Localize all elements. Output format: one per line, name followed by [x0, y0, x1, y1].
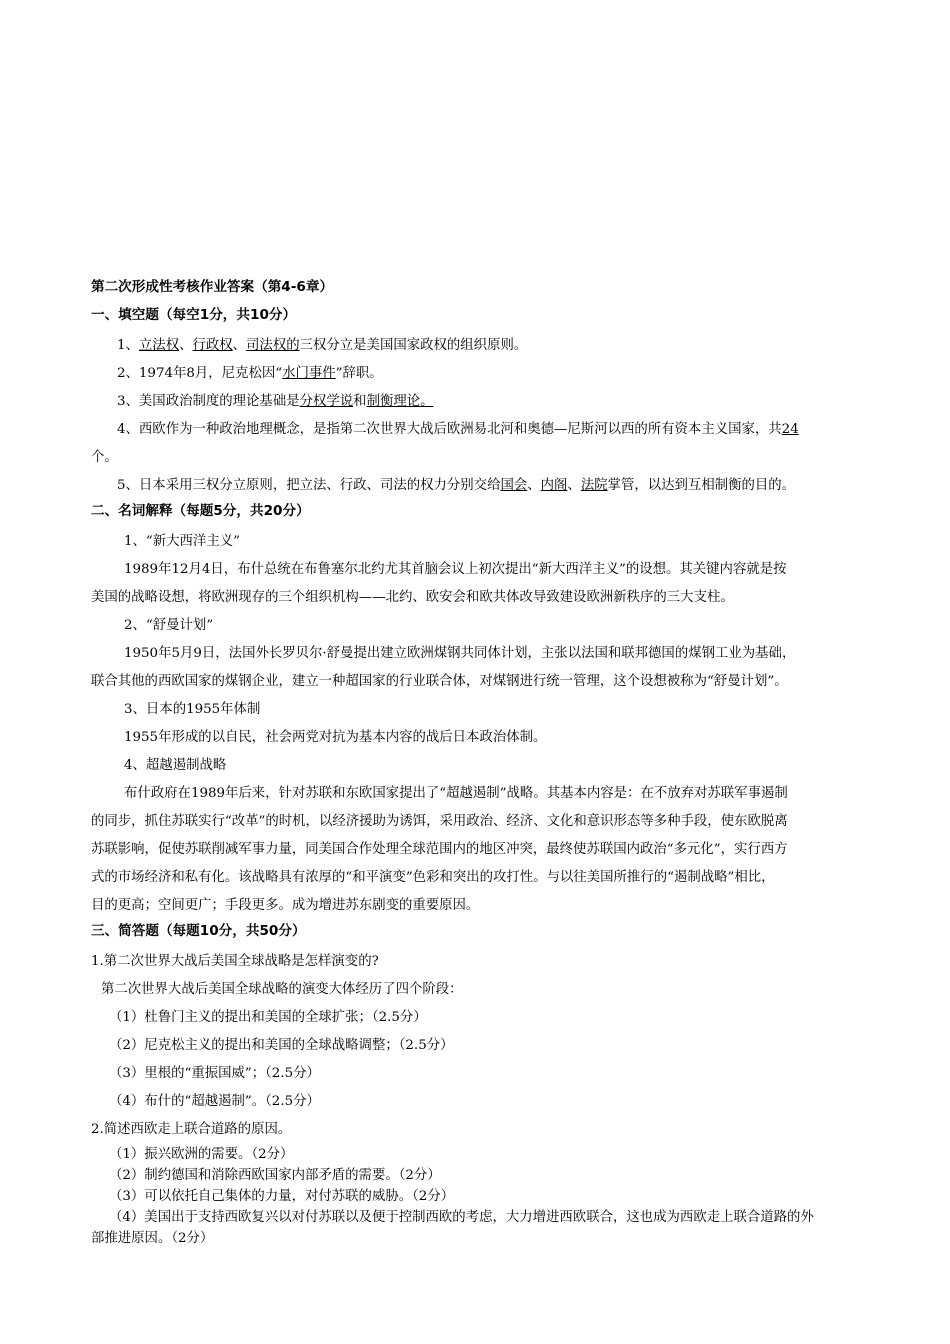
term-3-text: 1955年形成的以自民，社会两党对抗为基本内容的战后日本政治体制。 — [124, 730, 547, 745]
term-4-text: 式的市场经济和私有化。该战略具有浓厚的“和平演变”色彩和突出的攻打性。与以往美国所推行的“遏制战略”相比， — [91, 870, 775, 885]
answer-blank: 行政权 — [192, 338, 233, 353]
fill-blank-q4: 4、西欧作为一种政治地理概念，是指第二次世界大战后欧洲易北河和奥德—尼斯河以西的所有资本主义国家，共24 — [117, 422, 799, 437]
answer-blank: 24 — [781, 422, 799, 437]
fill-blank-q5: 5、日本采用三权分立原则，把立法、行政、司法的权力分别交给国会、内阁、法院掌管，以达到互相制衡的目的。 — [117, 478, 796, 493]
term-2-text: 1950年5月9日，法国外长罗贝尔·舒曼提出建立欧洲煤钢共同体计划，主张以法国和联邦德国的煤钢工业为基础， — [124, 646, 796, 661]
term-2-text: 联合其他的西欧国家的煤钢企业，建立一种超国家的行业联合体，对煤钢进行统一管理，这个设想被称为“舒曼计划”。 — [91, 674, 788, 689]
term-4-text: 布什政府在1989年后来，针对苏联和东欧国家提出了“超越遏制”战略。其基本内容是：在不放弃对苏联军事遏制 — [124, 786, 788, 801]
term-4-title: 4、超越遏制战略 — [124, 758, 227, 773]
list-item: （1）振兴欧洲的需要。（2分） — [109, 1147, 294, 1162]
list-item: （3）里根的“重振国威”；（2.5分） — [109, 1066, 320, 1081]
list-item: （1）杜鲁门主义的提出和美国的全球扩张；（2.5分） — [109, 1010, 427, 1025]
answer-blank: 立法权 — [138, 338, 180, 353]
term-4-text: 的同步，抓住苏联实行“改革”的时机，以经济援助为诱饵，采用政治、经济、文化和意识形态等多种手段，使东欧脱离 — [91, 814, 788, 829]
list-item: （4）布什的“超越遏制”。（2.5分） — [109, 1094, 320, 1109]
fill-blank-q3: 3、美国政治制度的理论基础是分权学说和制衡理论。 — [117, 394, 434, 409]
term-4-text: 苏联影响，促使苏联削减军事力量，同美国合作处理全球范围内的地区冲突，最终使苏联国内政治“多元化”，实行西方 — [91, 842, 788, 857]
fill-blank-q1: 1、立法权、行政权、司法权的三权分立是美国国家政权的组织原则。 — [117, 338, 528, 353]
short-answer-q2: 2.简述西欧走上联合道路的原因。 — [91, 1122, 292, 1137]
answer-blank: 国会 — [500, 478, 528, 493]
document-body — [91, 276, 863, 1249]
term-1-text: 1989年12月4日，布什总统在布鲁塞尔北约尤其首脑会议上初次提出“新大西洋主义”的设想。其关键内容就是按 — [124, 562, 787, 577]
list-item: （2）尼克松主义的提出和美国的全球战略调整；（2.5分） — [109, 1038, 454, 1053]
section-2-heading: 二、名词解释（每题5分，共20分） — [91, 503, 310, 519]
term-2-title: 2、“舒曼计划” — [124, 618, 214, 633]
section-3-heading: 三、简答题（每题10分，共50分） — [91, 923, 306, 939]
answer-blank: 司法权的 — [246, 338, 300, 353]
fill-blank-q2: 2、1974年8月，尼克松因“水门事件”辞职。 — [117, 366, 383, 381]
term-1-title: 1、“新大西洋主义” — [124, 534, 240, 549]
answer-blank: 水门事件 — [282, 366, 336, 381]
answer-blank: 分权学说 — [299, 394, 354, 409]
term-3-title: 3、日本的1955年体制 — [124, 702, 261, 717]
list-item: （2）制约德国和消除西欧国家内部矛盾的需要。（2分） — [109, 1168, 441, 1183]
section-1-heading: 一、填空题（每空1分，共10分） — [91, 307, 297, 323]
list-item-cont: 部推进原因。（2分） — [91, 1231, 214, 1246]
term-4-text: 目的更高；空间更广；手段更多。成为增进苏东剧变的重要原因。 — [91, 898, 480, 913]
short-answer-q1-intro: 第二次世界大战后美国全球战略的演变大体经历了四个阶段： — [101, 982, 463, 997]
list-item: （3）可以依托自己集体的力量，对付苏联的威胁。（2分） — [109, 1189, 455, 1204]
term-1-text: 美国的战略设想，将欧洲现存的三个组织机构——北约、欧安会和欧共体改导致建设欧洲新秩序的三大支柱。 — [91, 590, 734, 605]
short-answer-q1: 1.第二次世界大战后美国全球战略是怎样演变的? — [91, 954, 379, 969]
answer-blank: 制衡理论。 — [366, 394, 434, 409]
answer-blank: 法院 — [580, 478, 608, 493]
list-item: （4）美国出于支持西欧复兴以对付苏联以及便于控制西欧的考虑，大力增进西欧联合，这也成为西欧走上联合道路的外 — [109, 1210, 814, 1225]
fill-blank-q4-cont: 个。 — [91, 450, 118, 465]
answer-blank: 内阁 — [540, 478, 568, 493]
document-title: 第二次形成性考核作业答案（第4-6章） — [91, 279, 334, 295]
